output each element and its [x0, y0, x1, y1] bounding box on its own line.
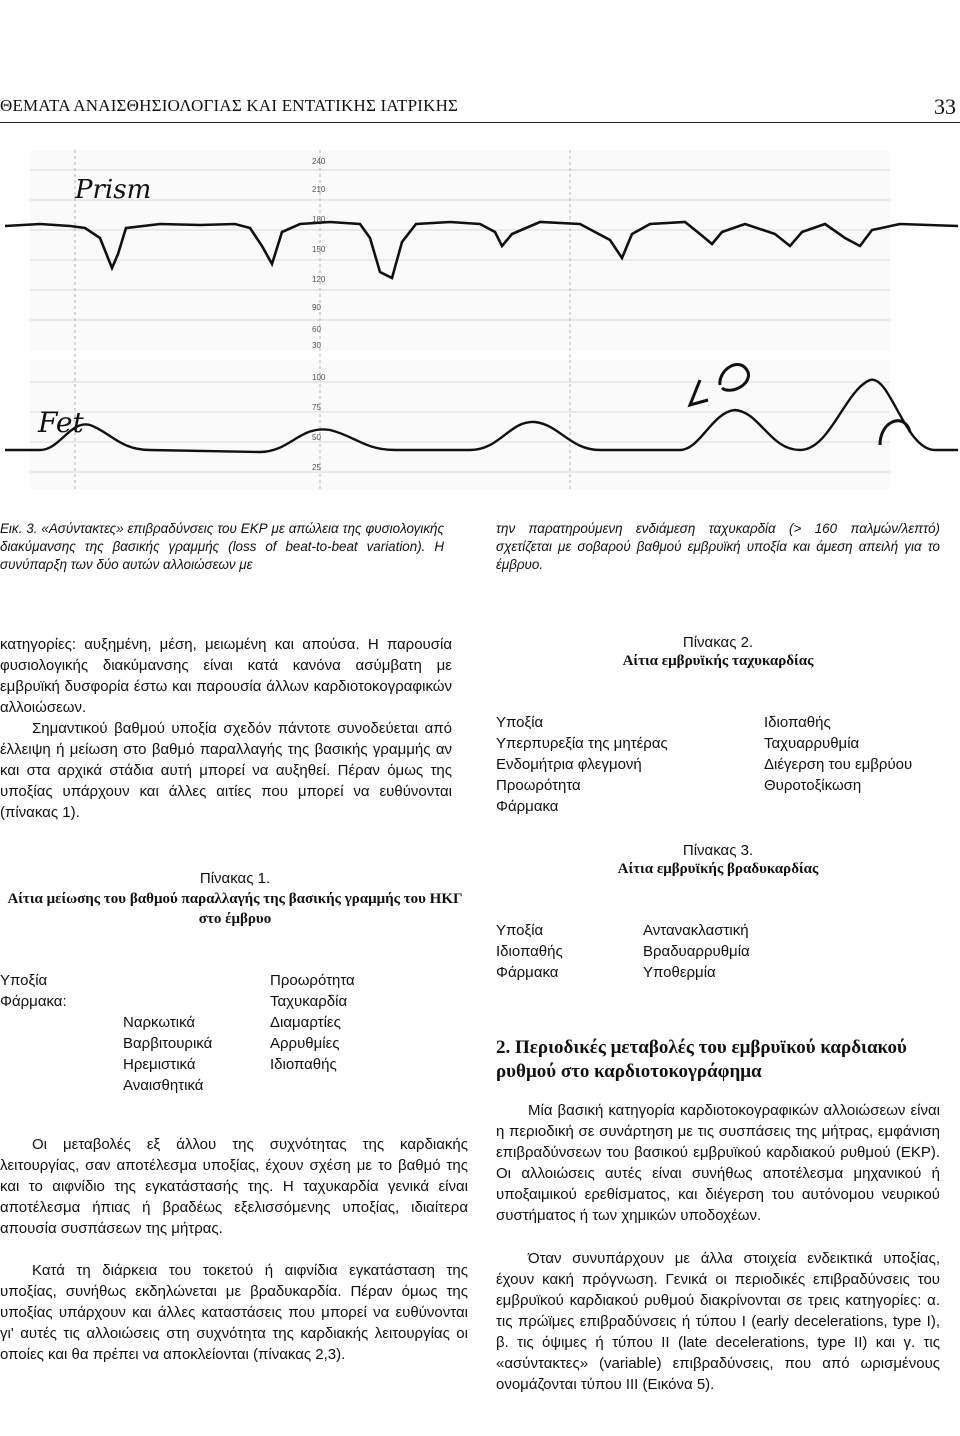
table-2-cell: Θυροτοξίκωση — [764, 777, 862, 794]
table-2-cell: Ταχυαρρυθμία — [764, 735, 860, 752]
scale-label: 60 — [312, 325, 321, 334]
table-1-cell: Ιδιοπαθής — [270, 1056, 337, 1073]
header-rule — [0, 122, 960, 123]
scale-label: 100 — [312, 373, 326, 382]
table-3-cell: Ιδιοπαθής — [496, 943, 563, 960]
table-1-cell: Υποξία — [0, 972, 48, 989]
table-1-cell: Προωρότητα — [270, 972, 355, 989]
table-3-title: Αίτια εμβρυϊκής βραδυκαρδίας — [617, 861, 819, 877]
table-1-title: Αίτια μείωσης του βαθμού παραλλαγής της βασικής γραμμής του ΗΚΓ στο έμβρυο — [7, 891, 463, 927]
table-2-cell: Υπερπυρεξία της μητέρας — [496, 735, 668, 752]
scale-label: 50 — [312, 433, 321, 442]
paragraph-heart-rate-changes: Οι μεταβολές εξ άλλου της συχνότητας της καρδιακής λειτουργίας, σαν αποτέλεσμα υποξίας, έχουν σχέση με το βαθμό της και το αιφνίδιο της εγκατάστασής της. Η ταχυκαρδία γενικά είναι αποτέλεσμα ήπιας ή βραδέως εξελισσόμενης υποξίας, ιδιαίτερα απουσία συσπάσεων της μήτρας. — [0, 1136, 468, 1237]
scale-label: 25 — [312, 463, 321, 472]
ctg-figure — [0, 150, 960, 496]
table-2 — [496, 634, 940, 671]
table-2-cell: Υποξία — [496, 714, 544, 731]
table-1-cell: Αναισθητικά — [123, 1077, 204, 1094]
table-1-col-other — [270, 970, 355, 1075]
scale-label: 120 — [312, 275, 326, 284]
scale-label: 240 — [312, 157, 326, 166]
table-1-name: Πίνακας 1. — [199, 870, 271, 887]
table-2-col-2 — [764, 712, 912, 796]
table-1-cell: Βαρβιτουρικά — [123, 1035, 213, 1052]
paragraph-deceleration-types: Όταν συνυπάρχουν με άλλα στοιχεία ενδεικτικά υποξίας, έχουν κακή πρόγνωση. Γενικά οι περιοδικές επιβραδύνσεις του εμβρυϊκού καρδιακού ρυθμού διακρίνονται σε τρεις κατηγορίες: α. τις πρώϊμες επιβραδύνσεις ή τύπου Ι (early decelerations, type I), β. τις όψιμες ή τύπου ΙΙ (late decelerations, type II) και γ. τις «ασύντακτες» (variable) επιβραδύνσεις, που από ωρισμένους ονομάζονται τύπου ΙΙΙ (Εικόνα 5). — [496, 1250, 940, 1393]
table-3-col-1 — [496, 920, 563, 983]
table-3-name: Πίνακας 3. — [682, 842, 754, 859]
table-3-cell: Υποθερμία — [643, 964, 716, 981]
figure-caption-right: την παρατηρούμενη ενδιάμεση ταχυκαρδία (> 160 παλμών/λεπτό) σχετίζεται με σοβαρού βαθμού εμβρυϊκή υποξία και άμεση απειλή για το έμβρυο. — [496, 521, 940, 572]
section-2-heading: 2. Περιοδικές μεταβολές του εμβρυϊκού καρδιακού ρυθμού στο καρδιοτοκογράφημα — [496, 1037, 907, 1082]
table-3-col-2 — [643, 920, 750, 983]
paragraph-bradycardia: Κατά τη διάρκεια του τοκετού ή αιφνίδια εγκατάσταση της υποξίας, συνήθως εκδηλώνεται με βραδυκαρδία. Πέραν όμως της υποξίας υπάρχουν και άλλες καταστάσεις που μπορεί να ευθύνονται γι' αυτές τις αλλοιώσεις στη συχνότητα της καρδιακής λειτουργίας οι οποίες και θα πρέπει να αποκλείονται (πίνακας 2,3). — [0, 1262, 468, 1363]
page-number: 33 — [934, 94, 956, 119]
scale-label: 210 — [312, 185, 326, 194]
paragraph-categories: κατηγορίες: αυξημένη, μέση, μειωμένη και απούσα. Η παρουσία φυσιολογικής διακύμανσης είναι κατά κανόνα ασύμβατη με εμβρυϊκή δυσφορία έστω και παρουσία άλλων καρδιοτοκογραφικών αλλοιώσεων. — [0, 636, 452, 716]
table-1-cell: Διαμαρτίες — [270, 1014, 341, 1031]
table-1-col-drugs — [123, 1012, 212, 1096]
page-header — [0, 96, 960, 126]
table-3 — [496, 842, 940, 879]
table-2-col-1 — [496, 712, 668, 817]
table-1-cell: Ναρκωτικά — [123, 1014, 196, 1031]
table-3-cell: Αντανακλαστική — [643, 922, 749, 939]
table-3-cell: Βραδυαρρυθμία — [643, 943, 750, 960]
paragraph-periodic-changes: Μία βασική κατηγορία καρδιοτοκογραφικών αλλοιώσεων είναι η περιοδική σε συνάρτηση με τις συσπάσεις της μήτρας, εμφάνιση επιβραδύνσεων του βασικού εμβρυϊκού καρδιακού ρυθμού (ΕΚΡ). Οι αλλοιώσεις αυτές είναι συνήθως αποτέλεσμα μηχανικού ή υποξαιμικού ερεθίσματος, και διέγερση του αυτόνομου νευρικού συστήματος ή των χημικών υποδοχέων. — [496, 1102, 940, 1224]
table-2-title: Αίτια εμβρυϊκής ταχυκαρδίας — [622, 653, 814, 669]
figure-caption-left: Εικ. 3. «Ασύντακτες» επιβραδύνσεις του ΕΚΡ με απώλεια της φυσιολογικής διακύμανσης της βασικής γραμμής (loss of beat-to-beat variation). Η συνύπαρξη των δύο αυτών αλλοιώσεων με — [0, 521, 444, 572]
table-2-cell: Ενδομήτρια φλεγμονή — [496, 756, 642, 773]
table-2-cell: Φάρμακα — [496, 798, 559, 815]
paragraph-hypoxia-variability: Σημαντικού βαθμού υποξία σχεδόν πάντοτε συνοδεύεται από έλλειψη ή μείωση στο βαθμό παραλλαγής της βασικής γραμμής αν και στα αρχικά στάδια αυτή μπορεί να αυξηθεί. Πέραν όμως της υποξίας υπάρχουν και άλλες αιτίες που μπορεί να ευθύνονται (πίνακας 1). — [0, 720, 452, 821]
table-3-cell: Υποξία — [496, 922, 544, 939]
table-3-cell: Φάρμακα — [496, 964, 559, 981]
handwritten-note-prism: Prism — [75, 175, 152, 205]
table-1-cell: Αρρυθμίες — [270, 1035, 340, 1052]
scale-label: 75 — [312, 403, 321, 412]
scale-label: 180 — [312, 215, 326, 224]
table-2-cell: Ιδιοπαθής — [764, 714, 831, 731]
table-1-cell: Φάρμακα: — [0, 993, 67, 1010]
scale-label: 150 — [312, 245, 326, 254]
table-1-cell: Ταχυκαρδία — [270, 993, 348, 1010]
table-2-cell: Διέγερση του εμβρύου — [764, 756, 913, 773]
scale-label: 30 — [312, 341, 321, 350]
table-1-col-causes — [0, 970, 67, 1012]
scale-label: 90 — [312, 303, 321, 312]
table-2-cell: Προωρότητα — [496, 777, 581, 794]
table-1-cell: Ηρεμιστικά — [123, 1056, 196, 1073]
ctg-tracing-image — [0, 150, 960, 496]
table-2-name: Πίνακας 2. — [682, 634, 754, 651]
handwritten-note-fet: Fet — [38, 406, 84, 439]
journal-title: ΘΕΜΑΤΑ ΑΝΑΙΣΘΗΣΙΟΛΟΓΙΑΣ ΚΑΙ ΕΝΤΑΤΙΚΗΣ ΙΑΤΡΙΚΗΣ — [0, 96, 459, 115]
table-1 — [0, 870, 470, 929]
